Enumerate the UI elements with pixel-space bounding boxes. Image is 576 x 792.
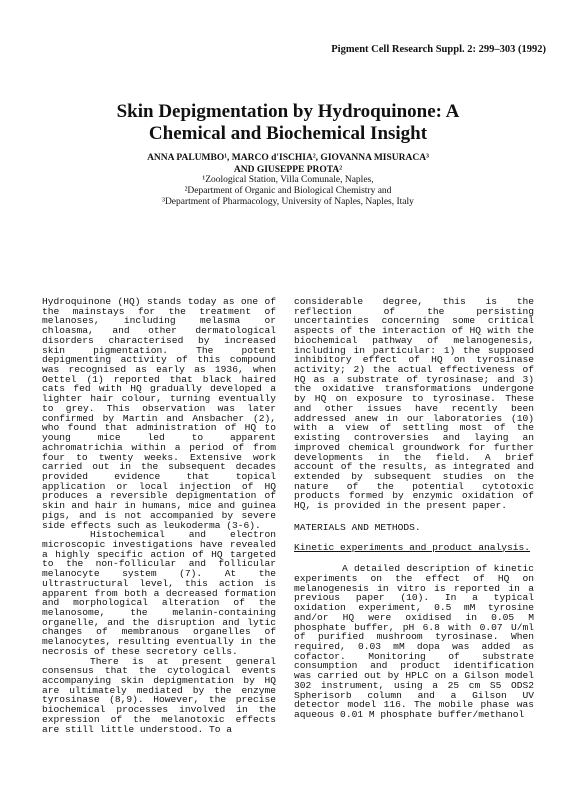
authors-line-2: AND GIUSEPPE PROTA²: [233, 165, 343, 175]
methods-paragraph-1: A detailed description of kinetic experiments on the effect of HQ on melanogenesis in vitro is reported in a previous paper (10). In a typical oxidation experiment, 0.5 mM tyrosine and/or HQ were oxidised in 0.05 M phosphate buffer, pH 6.8 with 0.07 U/ml of purified mushroom tyrosinase. When required, 0.03 mM dopa was added as cofactor. Monitoring of substrate consumption and product identification was carried out by HPLC on a Gilson model 302 instrument, using a 25 cm S5 ODS2 Spherisorb column and a Gilson UV detector model 116. The mobile phase was aqueous 0.01 M phosphate buffer/methanol: [294, 563, 534, 721]
intro-paragraph-4: considerable degree, this is the reflection of the persisting uncertainties concerning some critical aspects of the interaction of HQ with the biochemical pathway of melanogenesis, including in particular: 1) the supposed inhibitory effect of HQ on tyrosinase activity; 2) the actual effectiveness of HQ as a substrate of tyrosinase; and 3) the oxidative transformations undergone by HQ on exposure to tyrosinase. These and other issues have recently been addressed anew in our laboratories (10) with a view of settling most of the existing controversies and laying an improved chemical groundwork for further developments in the field. A brief account of the results, as integrated and extended by subsequent studies on the nature of the potential cytotoxic products formed by enzymic oxidation of HQ, is provided in the present paper.: [294, 296, 534, 512]
affiliation-2: ²Department of Organic and Biological Chemistry and: [184, 186, 392, 196]
section-heading-methods: MATERIALS AND METHODS.: [294, 521, 421, 533]
affiliation-1: ¹Zoological Station, Villa Comunale, Naples,: [202, 175, 374, 185]
affiliation-3: ³Department of Pharmacology, University of Naples, Naples, Italy: [162, 197, 414, 207]
intro-paragraph-2: Histochemical and electron microscopic investigations have revealed a highly specific action of HQ targeted to the non-follicular and follicular melanocyte system (7). At the ultrastructural level, this action is apparent from both a decreased formation and morphological alteration of the melanosome, the melanin-containing organelle, and the disruption and lytic changes of membranous organelles of melanocytes, resulting eventually in the necrosis of these secretory cells.: [42, 529, 276, 657]
author-list: [0, 152, 576, 176]
title-line-1: Skin Depigmentation by Hydroquinone: A: [116, 101, 460, 122]
paper-title: [0, 101, 576, 145]
journal-reference: Pigment Cell Research Suppl. 2: 299–303 (1992): [331, 44, 546, 55]
authors-line-1: ANNA PALUMBO¹, MARCO d'ISCHIA², GIOVANNA MISURACA³: [147, 153, 429, 163]
subsection-heading-kinetics: Kinetic experiments and product analysis.: [294, 541, 531, 553]
intro-paragraph-1: Hydroquinone (HQ) stands today as one of the mainstays for the treatment of melanoses, including melasma or chloasma, and other dermatological disorders characterised by increased skin pigmentation. The potent depigmenting activity of this compound was recognised as early as 1936, when Oettel (1) reported that black haired cats fed with HQ gradually developed a lighter hair colour, turning eventually to grey. This observation was later confirmed by Martin and Ansbacher (2), who found that administration of HQ to young mice led to apparent achromatrichia within a period of from four to twenty weeks. Extensive work carried out in the subsequent decades provided evidence that topical application or local injection of HQ produces a reversible depigmentation of skin and hair in humans, mice and guinea pigs, and is not accompanied by severe side effects such as leukoderma (3-6).: [42, 296, 276, 531]
affiliations: [0, 175, 576, 208]
left-column: [42, 297, 276, 734]
right-column: [294, 297, 534, 720]
title-line-2: Chemical and Biochemical Insight: [148, 123, 428, 144]
intro-paragraph-3: There is at present general consensus that the cytological events accompanying skin depigmentation by HQ are ultimately mediated by the enzyme tyrosinase (8,9). However, the precise biochemical processes involved in the expression of the melanotoxic effects are still little understood. To a: [42, 655, 276, 735]
